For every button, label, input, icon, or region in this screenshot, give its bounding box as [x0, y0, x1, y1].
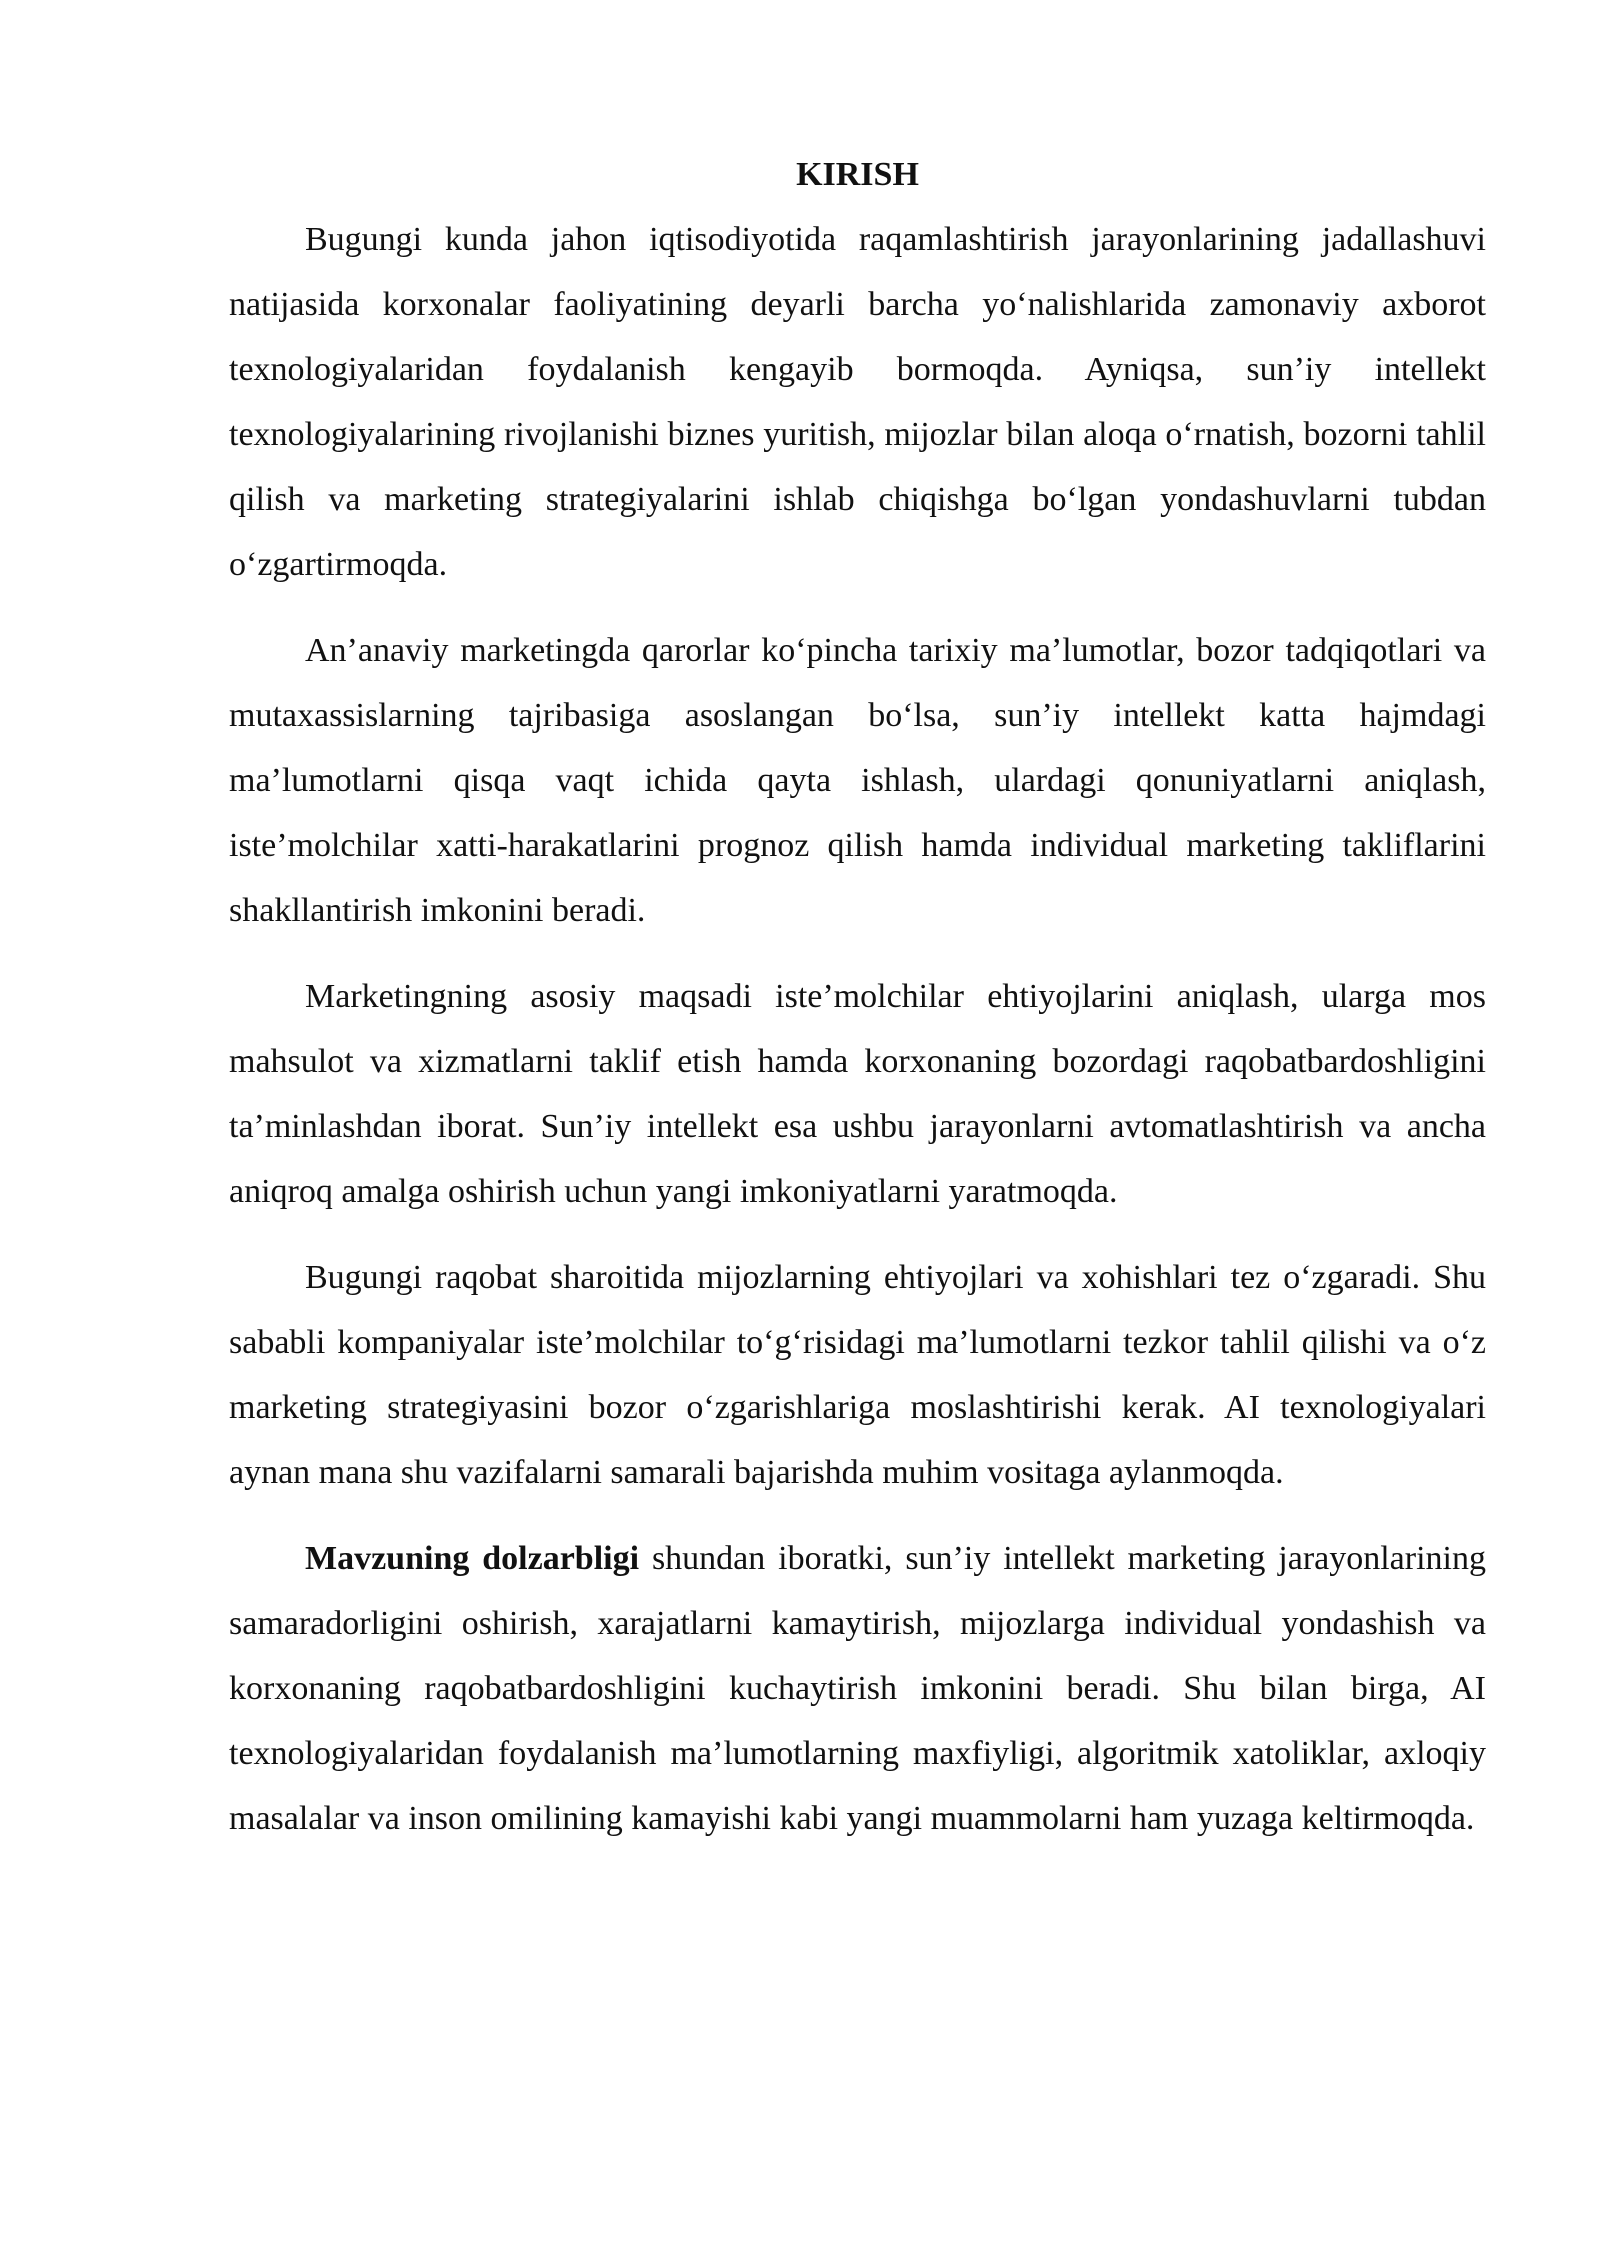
document-title: KIRISH	[796, 156, 919, 193]
paragraph-1: Bugungi kunda jahon iqtisodiyotida raqamlashtirish jarayonlarining jadallashuvi natijasida korxonalar faoliyatining deyarli barcha yo‘nalishlarida zamonaviy axborot texnologiyalaridan foydalanish kengayib bormoqda. Ayniqsa, sun’iy intellekt texnologiyalarining rivojlanishi biznes yuritish, mijozlar bilan aloqa o‘rnatish, bozorni tahlil qilish va marketing strategiyalarini ishlab chiqishga bo‘lgan yondashuvlarni tubdan o‘zgartirmoqda.	[229, 221, 1486, 583]
paragraph-3: Marketingning asosiy maqsadi iste’molchilar ehtiyojlarini aniqlash, ularga mos mahsulot va xizmatlarni taklif etish hamda korxonaning bozordagi raqobatbardoshligini ta’minlashdan iborat. Sun’iy intellekt esa ushbu jarayonlarni avtomatlashtirish va ancha aniqroq amalga oshirish uchun yangi imkoniyatlarni yaratmoqda.	[229, 978, 1486, 1210]
paragraph-5	[229, 1526, 1486, 1851]
document-body	[229, 150, 1486, 1872]
paragraph-2: An’anaviy marketingda qarorlar ko‘pincha tarixiy ma’lumotlar, bozor tadqiqotlari va mutaxassislarning tajribasiga asoslangan bo‘lsa, sun’iy intellekt katta hajmdagi ma’lumotlarni qisqa vaqt ichida qayta ishlash, ulardagi qonuniyatlarni aniqlash, iste’molchilar xatti-harakatlarini prognoz qilish hamda individual marketing takliflarini shakllantirish imkonini beradi.	[229, 632, 1486, 929]
paragraph-4: Bugungi raqobat sharoitida mijozlarning ehtiyojlari va xohishlari tez o‘zgaradi. Shu sababli kompaniyalar iste’molchilar to‘g‘risidagi ma’lumotlarni tezkor tahlil qilishi va o‘z marketing strategiyasini bozor o‘zgarishlariga moslashtirishi kerak. AI texnologiyalari aynan mana shu vazifalarni samarali bajarishda muhim vositaga aylanmoqda.	[229, 1259, 1486, 1491]
relevance-heading: Mavzuning dolzarbligi	[305, 1540, 640, 1577]
relevance-text: shundan iboratki, sun’iy intellekt marketing jarayonlarining samaradorligini oshirish, xarajatlarni kamaytirish, mijozlarga individual yondashish va korxonaning raqobatbardoshligini kuchaytirish imkonini beradi. Shu bilan birga, AI texnologiyalaridan foydalanish ma’lumotlarning maxfiyligi, algoritmik xatoliklar, axloqiy masalalar va inson omilining kamayishi kabi yangi muammolarni ham yuzaga keltirmoqda.	[229, 1540, 1486, 1837]
